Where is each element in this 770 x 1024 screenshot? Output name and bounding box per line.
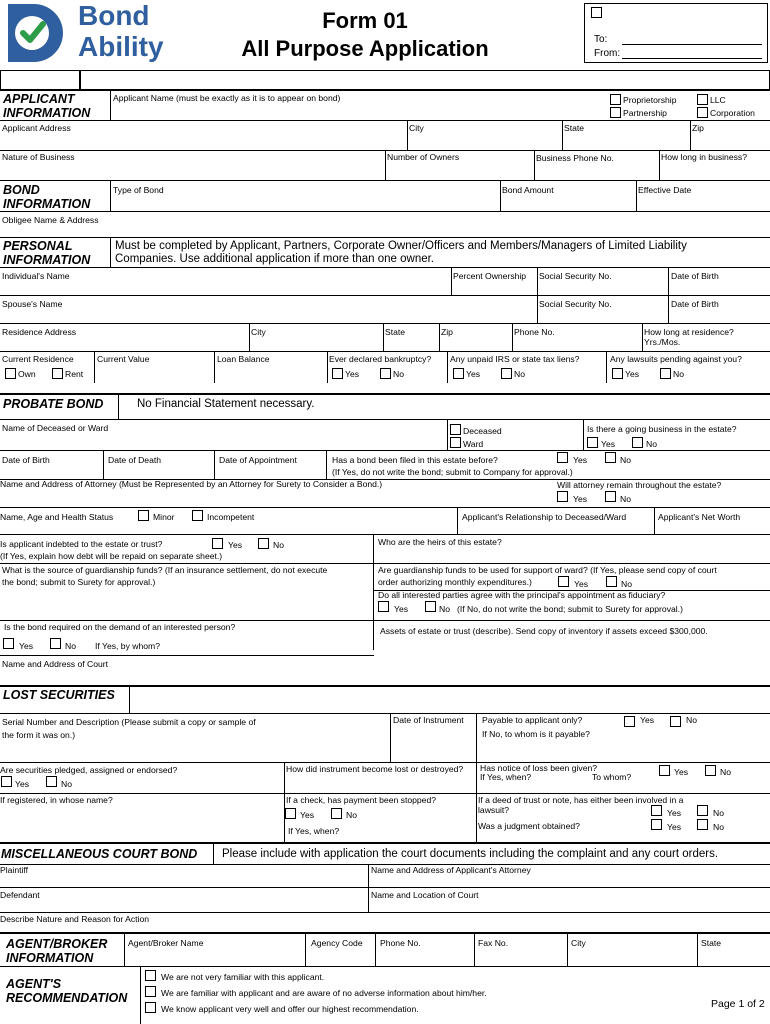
pledged-no-label: No [61,779,72,789]
individual-name-label[interactable]: Individual's Name [2,271,70,281]
attorney-remain-question: Will attorney remain throughout the estate? [557,480,722,490]
payable-yes-label: Yes [640,715,655,725]
applicant-zip-label[interactable]: Zip [692,123,704,133]
brand-line-2: Ability [78,31,164,62]
lawsuit-yes-label: Yes [667,808,682,818]
from-label: From: [594,48,621,59]
pledged-question: Are securities pledged, assigned or endorsed? [0,765,178,775]
minor-label: Minor [153,512,175,522]
pledged-no-checkbox[interactable] [46,776,57,787]
registered-name-label[interactable]: If registered, in whose name? [0,795,113,805]
applicant-city-label[interactable]: City [409,123,424,133]
how-lost-label[interactable]: How did instrument become lost or destroyed? [286,764,464,774]
agency-code-label[interactable]: Agency Code [311,938,363,948]
bankruptcy-yes-checkbox[interactable] [332,368,343,379]
misc-court-note: Please include with application the court documents including the complaint and any court orders. [222,848,719,860]
id-field-box[interactable] [0,70,80,90]
parties-agree-note: (If No, do not write the bond; submit to Surety for approval.) [457,604,683,614]
residence-zip-label[interactable]: Zip [441,327,453,337]
assets-label[interactable]: Assets of estate or trust (describe). Send copy of inventory if assets exceed $300,000. [380,626,708,636]
date-of-instrument-label[interactable]: Date of Instrument [393,715,464,725]
loan-balance-label[interactable]: Loan Balance [217,354,270,364]
going-business-no-label: No [646,439,657,449]
going-business-yes-label: Yes [601,439,616,449]
percent-ownership-label[interactable]: Percent Ownership [453,271,527,281]
check-stopped-yes-label: Yes [300,810,315,820]
source-funds-question-2[interactable]: the bond; submit to Surety for approval.) [2,577,156,587]
agent-section-title: AGENT/BROKER INFORMATION [6,937,108,965]
applicant-address-label[interactable]: Applicant Address [2,123,71,133]
stopped-when-label[interactable]: If Yes, when? [288,826,340,836]
llc-label: LLC [710,95,726,105]
demand-no-checkbox[interactable] [50,638,61,649]
source-funds-question-1[interactable]: What is the source of guardianship funds? (If an insurance settlement, do not execute [2,565,328,575]
tax-liens-yes-label: Yes [466,369,481,379]
proprietorship-checkbox[interactable] [610,94,621,105]
residence-city-label[interactable]: City [251,327,266,337]
current-residence-label: Current Residence [2,354,74,364]
tax-liens-yes-checkbox[interactable] [453,368,464,379]
corporation-label: Corporation [710,108,755,118]
misc-court-bond-section-title: MISCELLANEOUS COURT BOND [1,847,198,861]
relationship-label[interactable]: Applicant's Relationship to Deceased/Ward [462,512,627,522]
rent-label: Rent [65,369,84,379]
notice-no-label: No [720,767,731,777]
payable-to-whom-label[interactable]: If No, to whom is it payable? [482,729,590,739]
agent-name-label[interactable]: Agent/Broker Name [128,938,204,948]
corporation-checkbox[interactable] [697,107,708,118]
reference-field-box[interactable] [80,70,770,90]
to-label: To: [594,34,608,45]
bond-amount-label[interactable]: Bond Amount [502,185,554,195]
nature-of-action-label[interactable]: Describe Nature and Reason for Action [0,914,150,924]
time-in-business-label[interactable]: How long in business? [661,152,747,162]
spouse-dob-label[interactable]: Date of Birth [671,299,719,309]
indebted-yes-checkbox[interactable] [212,538,223,549]
minor-checkbox[interactable] [138,510,149,521]
recommendation-option-2-checkbox[interactable] [145,986,156,997]
applicant-section-title: APPLICANT INFORMATION [3,92,91,120]
ward-checkbox[interactable] [450,437,461,448]
bond-section-title: BOND INFORMATION [3,183,91,211]
attorney-label[interactable]: Name and Address of Attorney (Must be Represented by an Attorney for Surety to Consider a Bond.) [0,479,383,489]
payable-yes-checkbox[interactable] [624,716,635,727]
bond-filed-yes-checkbox[interactable] [557,452,568,463]
deceased-checkbox[interactable] [450,424,461,435]
name-age-health-label[interactable]: Name, Age and Health Status [0,512,114,522]
agent-city-label[interactable]: City [571,938,586,948]
check-stopped-no-checkbox[interactable] [331,808,342,819]
going-business-yes-checkbox[interactable] [587,437,598,448]
lost-securities-section-title: LOST SECURITIES [3,688,115,702]
nature-of-business-label[interactable]: Nature of Business [2,152,75,162]
pledged-yes-label: Yes [15,779,30,789]
demand-no-label: No [65,641,76,651]
probate-note: No Financial Statement necessary. [137,398,315,410]
date-of-appointment-label[interactable]: Date of Appointment [219,455,297,465]
recommendation-option-3-checkbox[interactable] [145,1002,156,1013]
lawsuit-no-label: No [713,808,724,818]
net-worth-label[interactable]: Applicant's Net Worth [658,512,741,522]
demand-yes-checkbox[interactable] [3,638,14,649]
bond-filed-no-label: No [620,455,631,465]
demand-yes-label: Yes [19,641,34,651]
agree-no-label: No [439,604,450,614]
logo-check-icon [2,2,66,64]
payable-no-checkbox[interactable] [670,716,681,727]
support-ward-question-2: order authorizing monthly expenditures.) [378,577,532,587]
support-ward-question-1: Are guardianship funds to be used for support of ward? (If Yes, please send copy of court [378,565,717,575]
bankruptcy-no-checkbox[interactable] [380,368,391,379]
brand-line-1: Bond [78,0,150,31]
plaintiff-label[interactable]: Plaintiff [0,865,29,875]
notice-yes-checkbox[interactable] [659,765,670,776]
routing-checkbox[interactable] [591,7,602,18]
number-of-owners-label[interactable]: Number of Owners [387,152,460,162]
probate-dob-label[interactable]: Date of Birth [2,455,50,465]
incompetent-label: Incompetent [207,512,255,522]
check-stopped-no-label: No [346,810,357,820]
probate-section-title: PROBATE BOND [3,397,104,411]
recommendation-option-1-checkbox[interactable] [145,970,156,981]
spouse-name-label[interactable]: Spouse's Name [2,299,63,309]
judgment-no-checkbox[interactable] [697,819,708,830]
tax-liens-no-checkbox[interactable] [501,368,512,379]
ssn-label[interactable]: Social Security No. [539,271,612,281]
parties-agree-question: Do all interested parties agree with the principal's appointment as fiduciary? [378,590,666,600]
court-location-label[interactable]: Name and Location of Court [371,890,479,900]
business-phone-label[interactable]: Business Phone No. [536,153,614,163]
notice-yes-label: Yes [674,767,689,777]
date-of-birth-label[interactable]: Date of Birth [671,271,719,281]
payable-no-label: No [686,715,697,725]
heirs-label[interactable]: Who are the heirs of this estate? [378,537,502,547]
proprietorship-label: Proprietorship [623,95,677,105]
notice-given-question: Has notice of loss been given? [480,763,598,773]
deceased-name-label[interactable]: Name of Deceased or Ward [2,423,109,433]
applicant-name-label[interactable]: Applicant Name (must be exactly as it is to appear on bond) [113,93,341,103]
lawsuit-yes-checkbox[interactable] [651,805,662,816]
plaintiff-attorney-label[interactable]: Name and Address of Applicant's Attorney [371,865,531,875]
deceased-label: Deceased [463,426,502,436]
ward-label: Ward [463,439,484,449]
defendant-label[interactable]: Defendant [0,890,40,900]
pledged-yes-checkbox[interactable] [1,776,12,787]
bond-filed-yes-label: Yes [573,455,588,465]
agent-fax-label[interactable]: Fax No. [478,938,509,948]
attorney-remain-no-label: No [620,494,631,504]
date-of-death-label[interactable]: Date of Death [108,455,162,465]
spouse-ssn-label[interactable]: Social Security No. [539,299,612,309]
deed-lawsuit-question-1: If a deed of trust or note, has either been involved in a [478,795,684,805]
residence-address-label[interactable]: Residence Address [2,327,77,337]
effective-date-label[interactable]: Effective Date [638,185,692,195]
type-of-bond-label[interactable]: Type of Bond [113,185,164,195]
judgment-yes-label: Yes [667,822,682,832]
indebted-note: (If Yes, explain how debt will be repaid on separate sheet.) [0,551,223,561]
serial-description-label-2[interactable]: the form it was on.) [2,730,76,740]
applicant-state-label[interactable]: State [564,123,585,133]
going-business-no-checkbox[interactable] [632,437,643,448]
serial-description-label-1[interactable]: Serial Number and Description (Please submit a copy or sample of [2,717,256,727]
lawsuits-no-checkbox[interactable] [660,368,671,379]
recommendation-section-title: AGENT'S RECOMMENDATION [6,977,128,1005]
demand-question: Is the bond required on the demand of an interested person? [4,622,236,632]
support-no-label: No [621,579,632,589]
tax-liens-no-label: No [514,369,525,379]
lawsuits-yes-label: Yes [625,369,640,379]
form-number: Form 01 [322,8,408,33]
judgment-yes-checkbox[interactable] [651,819,662,830]
court-name-address-label[interactable]: Name and Address of Court [2,659,109,669]
bankruptcy-question: Ever declared bankruptcy? [329,354,432,364]
lawsuits-yes-checkbox[interactable] [612,368,623,379]
notice-when-label[interactable]: If Yes, when? [480,772,532,782]
form-title: All Purpose Application [241,36,489,61]
tax-liens-question: Any unpaid IRS or state tax liens? [450,354,580,364]
current-value-label[interactable]: Current Value [97,354,150,364]
support-no-checkbox[interactable] [606,576,617,587]
deed-lawsuit-question-2: lawsuit? [478,805,510,815]
partnership-label: Partnership [623,108,667,118]
notice-to-whom-label[interactable]: To whom? [592,772,632,782]
incompetent-checkbox[interactable] [192,510,203,521]
demand-by-whom-label[interactable]: If Yes, by whom? [95,641,160,651]
support-yes-label: Yes [574,579,589,589]
personal-section-title: PERSONAL INFORMATION [3,239,91,267]
bankruptcy-yes-label: Yes [345,369,360,379]
partnership-checkbox[interactable] [610,107,621,118]
lawsuits-no-label: No [673,369,684,379]
payable-question: Payable to applicant only? [482,715,583,725]
own-label: Own [18,369,36,379]
page-number: Page 1 of 2 [711,998,765,1010]
indebted-yes-label: Yes [228,540,243,550]
judgment-no-label: No [713,822,724,832]
time-at-residence-label[interactable]: How long at residence? Yrs./Mos. [644,327,734,347]
indebted-no-label: No [273,540,284,550]
attorney-remain-yes-checkbox[interactable] [557,491,568,502]
own-checkbox[interactable] [5,368,16,379]
attorney-remain-no-checkbox[interactable] [605,491,616,502]
bankruptcy-no-label: No [393,369,404,379]
lawsuits-question: Any lawsuits pending against you? [610,354,742,364]
residence-phone-label[interactable]: Phone No. [514,327,555,337]
llc-checkbox[interactable] [697,94,708,105]
recommendation-option-2-label: We are familiar with applicant and are aware of no adverse information about him/her. [161,988,487,998]
support-yes-checkbox[interactable] [558,576,569,587]
lawsuit-no-checkbox[interactable] [697,805,708,816]
check-stopped-question: If a check, has payment been stopped? [286,795,437,805]
indebted-no-checkbox[interactable] [258,538,269,549]
bond-filed-no-checkbox[interactable] [605,452,616,463]
agree-no-checkbox[interactable] [425,601,436,612]
agree-yes-checkbox[interactable] [378,601,389,612]
recommendation-option-3-label: We know applicant very well and offer our highest recommendation. [161,1004,419,1014]
bond-filed-question: Has a bond been filed in this estate before? [332,455,498,465]
going-business-question: Is there a going business in the estate? [587,424,737,434]
residence-state-label[interactable]: State [385,327,406,337]
bondability-logo [2,2,192,66]
attorney-remain-yes-label: Yes [573,494,588,504]
rent-checkbox[interactable] [52,368,63,379]
agent-phone-label[interactable]: Phone No. [380,938,421,948]
judgment-question: Was a judgment obtained? [478,821,580,831]
obligee-label[interactable]: Obligee Name & Address [2,215,99,225]
personal-instruction: Must be completed by Applicant, Partners, Corporate Owner/Officers and Members/Managers of Limited Liability Companies. Use additional application if more than one owner. [115,240,687,266]
agent-state-label[interactable]: State [701,938,722,948]
recommendation-option-1-label: We are not very familiar with this applicant. [161,972,325,982]
notice-no-checkbox[interactable] [705,765,716,776]
indebted-question: Is applicant indebted to the estate or trust? [0,539,163,549]
agree-yes-label: Yes [394,604,409,614]
bond-filed-note: (If Yes, do not write the bond; submit to Company for approval.) [332,467,573,477]
check-stopped-yes-checkbox[interactable] [285,808,296,819]
